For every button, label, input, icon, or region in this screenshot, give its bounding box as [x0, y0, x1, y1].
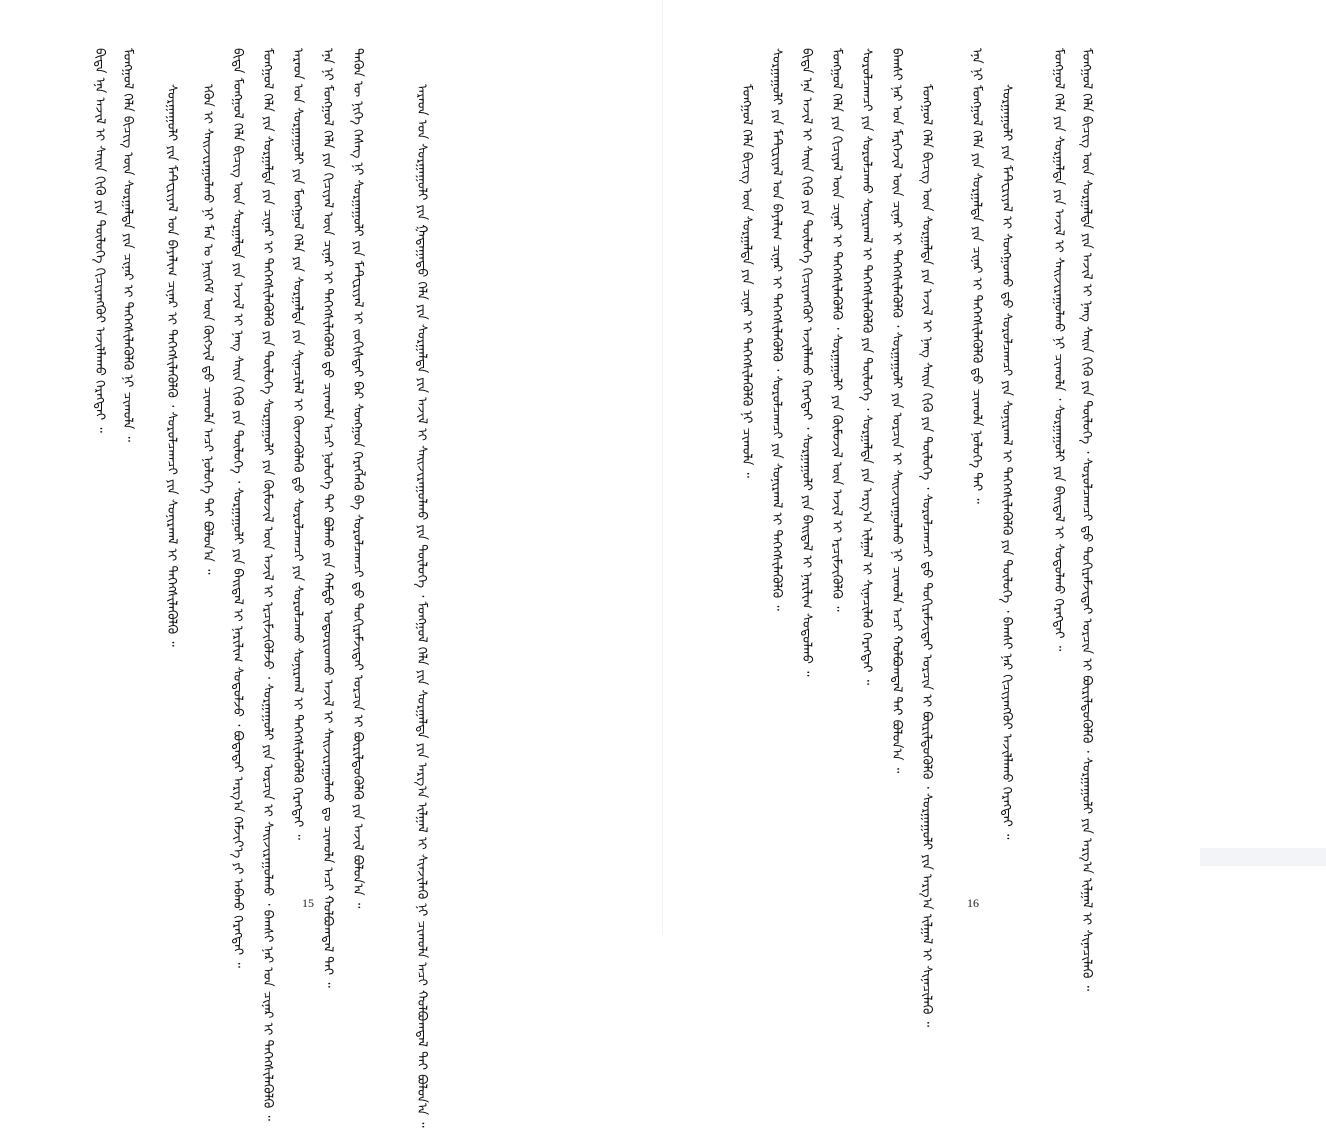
text-column: [765, 48, 787, 884]
text-column: [88, 48, 110, 910]
column-text: ᠮᠣᠩᠭᠣᠯ ᠬᠡᠯᠡ ᠶᠢᠨ ᠰᠤᠷᠭᠠᠯᠲᠠ ᠶᠢᠨ ᠠᠵᠢᠯ ᠢ ᠰᠠᠢᠵᠢᠷᠠᠭᠤᠯᠬᠤ ᠨᠢ ᠴᠢᠬᠤᠯᠠ ᠂ ᠰᠤᠷᠭᠠᠭᠤᠯᠢ ᠶᠢᠨ ᠪᠠᠢᠳᠠᠯ ᠢ ᠰᠤᠳᠤᠯᠬᠤ ᠬᠡᠷᠡᠭᠲᠡᠢ ᠃: [1051, 48, 1066, 652]
text-column: [1047, 48, 1069, 652]
column-text: ᠡᠨᠡ ᠨᠢ ᠮᠣᠩᠭᠣᠯ ᠬᠡᠯᠡ ᠶᠢᠨ ᠰᠤᠷᠭᠠᠯᠲᠠ ᠶᠢᠨ ᠴᠢᠨᠠᠷ ᠢ ᠳᠡᠭᠡᠭᠰᠢᠯᠡᠭᠦᠯᠬᠦ ᠳ᠋ᠤ ᠴᠢᠬᠤᠯᠠ ᠨᠣᠯᠣᠭᠡ ᠲᠠᠢ ᠃: [969, 48, 984, 504]
text-column: [346, 48, 368, 909]
column-text: ᠮᠣᠩᠭᠣᠯ ᠬᠡᠯᠡ ᠶᠢᠨ ᠬᠢᠴᠢᠶᠡᠯ ᠦᠨ ᠴᠢᠨᠠᠷ ᠢ ᠳᠡᠭᠡᠭᠰᠢᠯᠡᠭᠦᠯᠬᠦ ᠂ ᠰᠤᠷᠭᠠᠭᠤᠯᠢ ᠶᠢᠨ ᠬᠦᠮᠦᠵᠢᠯ ᠦᠨ ᠠᠵᠢᠯ ᠢ ᠡᠷᠴᠢᠮᠵᠢᠭᠦᠯᠬᠦ ᠃: [829, 48, 844, 612]
column-text: ᠪᠢᠳᠡ ᠮᠣᠩᠭᠣᠯ ᠬᠡᠯᠡ ᠪᠢᠴᠢᠭ ᠦᠨ ᠰᠤᠷᠭᠠᠯᠲᠠ ᠶᠢᠨ ᠠᠵᠢᠯ ᠢ ᠨᠡᠩ ᠰᠠᠢᠨ ᠬᠢᠬᠦ ᠶᠢᠨ ᠲᠥᠯᠥᠭᠡ ᠂ ᠰᠤᠷᠭᠠᠭᠤᠯᠢ ᠶᠢᠨ ᠪᠠᠢᠳᠠᠯ ᠢ ᠨᠠᠷᠢᠯᠢᠭ ᠰᠤᠳᠤᠯᠵᠤ ᠂ ᠪᠣᠳᠠᠲᠠᠢ ᠠᠷᠭ᠎ᠠ ᠬᠡᠮᠵᠢᠶ᠎ᠡ ᠶᠢ ᠠᠪᠬᠤ ᠬᠡᠷᠡᠭᠲᠡᠢ ᠃: [230, 48, 245, 968]
page-number-right: 16: [967, 896, 979, 910]
page-number-left: 15: [302, 896, 314, 910]
text-column: [256, 48, 278, 1121]
column-text: ᠮᠣᠩᠭᠣᠯ ᠬᠡᠯᠡ ᠪᠢᠴᠢᠭ ᠦᠨ ᠰᠤᠷᠭᠠᠯᠲᠠ ᠶᠢᠨ ᠴᠢᠨᠠᠷ ᠢ ᠳᠡᠭᠡᠭᠰᠢᠯᠡᠭᠦᠯᠬᠦ ᠨᠢ ᠴᠢᠬᠤᠯᠠ ᠃: [739, 84, 754, 478]
column-text: ᠲᠡᠭᠦᠨ ᠦ ᠨᠢᠭᠡ ᠬᠡᠰᠡᠭ ᠨᠢ ᠰᠤᠷᠭᠠᠭᠤᠯᠢ ᠶᠢᠨ ᠮᠠᠲ᠋ᠧᠷᠢᠶᠠᠯ ᠢ ᠵᠣᠬᠢᠰᠲᠠᠢ ᠪᠡᠷ ᠰᠣᠩᠭᠣᠨ ᠬᠡᠷᠡᠭᠯᠡᠬᠦ ᠪᠠ ᠰᠤᠷᠤᠯᠴᠠᠭᠴᠢ ᠳ᠋ᠤ ᠲᠣᠬᠢᠷᠠᠮᠵᠢᠲᠠᠢ ᠣᠷᠴᠢᠨ ᠢ ᠪᠦᠷᠢᠯᠳᠦᠭᠦᠯᠬᠦ ᠶᠢᠨ ᠠᠵᠢᠯ ᠪᠣᠯᠤᠨ᠎ᠠ ᠃: [350, 48, 365, 909]
column-text: ᠡᠨᠡ ᠨᠢ ᠮᠣᠩᠭᠣᠯ ᠬᠡᠯᠡ ᠶᠢᠨ ᠬᠢᠴᠢᠶᠡᠯ ᠦᠨ ᠴᠢᠨᠠᠷ ᠢ ᠳᠡᠭᠡᠭᠰᠢᠯᠡᠭᠦᠯᠬᠦ ᠳ᠋ᠤ ᠴᠢᠬᠤᠯᠠ ᠠᠴᠢ ᠨᠣᠯᠣᠭᠡ ᠲᠠᠢ ᠪᠣᠯᠬᠤ ᠶᠢᠨ ᠬᠠᠮᠲᠤ ᠤᠳᠤᠷᠢᠳᠬᠤ ᠠᠵᠢᠯ ᠢ ᠰᠠᠢᠵᠢᠷᠠᠭᠤᠯᠬᠤ ᠳᠤ ᠴᠢᠬᠤᠯᠠ ᠠᠴᠢ ᠬᠣᠯᠪᠣᠭᠳᠠᠯ ᠲᠠᠢ ᠃: [320, 48, 335, 988]
column-text: ᠰᠤᠷᠭᠠᠭᠤᠯᠢ ᠶᠢᠨ ᠮᠠᠲ᠋ᠧᠷᠢᠶᠠᠯ ᠤᠨ ᠪᠠᠶᠠᠯᠢᠭ ᠴᠢᠨᠠᠷ ᠢ ᠳᠡᠭᠡᠭᠰᠢᠯᠡᠭᠦᠯᠬᠦ ᠂ ᠰᠤᠷᠤᠯᠴᠠᠭᠴᠢ ᠶᠢᠨ ᠰᠣᠨᠢᠷᠬᠠᠯ ᠢ ᠳᠡᠭᠡᠭᠰᠢᠯᠡᠭᠦᠯᠬᠦ ᠃: [164, 84, 179, 647]
column-text: ᠮᠣᠩᠭᠣᠯ ᠬᠡᠯᠡ ᠶᠢᠨ ᠰᠤᠷᠭᠠᠯᠲᠠ ᠶᠢᠨ ᠴᠢᠨᠠᠷ ᠢ ᠳᠡᠭᠡᠭᠰᠢᠯᠡᠭᠦᠯᠬᠦ ᠶᠢᠨ ᠲᠥᠯᠥᠭᠡ ᠰᠤᠷᠭᠠᠭᠤᠯᠢ ᠶᠢᠨ ᠬᠦᠮᠦᠵᠢᠯ ᠦᠨ ᠠᠵᠢᠯ ᠢ ᠡᠷᠴᠢᠮᠵᠢᠭᠦᠯᠵᠦ ᠂ ᠰᠤᠷᠭᠠᠭᠤᠯᠢ ᠶᠢᠨ ᠣᠷᠴᠢᠨ ᠢ ᠰᠠᠢᠵᠢᠷᠠᠭᠤᠯᠬᠤ ᠂ ᠪᠠᠭᠰᠢ ᠨᠠᠷ ᠤᠨ ᠴᠢᠨᠠᠷ ᠢ ᠳᠡᠭᠡᠭᠰᠢᠯᠡᠭᠦᠯᠬᠦ ᠃: [260, 48, 275, 1121]
text-column: [316, 48, 338, 988]
text-column: [995, 84, 1017, 894]
text-column: [965, 48, 987, 504]
text-column: [226, 48, 248, 968]
text-column: [116, 48, 138, 442]
column-text: ᠪᠠᠭᠰᠢ ᠨᠠᠷ ᠤᠨ ᠮᠡᠷᠭᠡᠵᠢᠯ ᠦᠨ ᠴᠢᠨᠠᠷ ᠢ ᠳᠡᠭᠡᠭᠰᠢᠯᠡᠭᠦᠯᠬᠦ ᠂ ᠰᠤᠷᠭᠠᠭᠤᠯᠢ ᠶᠢᠨ ᠣᠷᠴᠢᠨ ᠢ ᠰᠠᠢᠵᠢᠷᠠᠭᠤᠯᠬᠤ ᠨᠢ ᠴᠢᠬᠤᠯᠠ ᠠᠴᠢ ᠬᠣᠯᠪᠣᠭᠳᠠᠯ ᠲᠠᠢ ᠪᠣᠯᠤᠨ᠎ᠠ ᠃: [889, 48, 904, 774]
text-column: [825, 48, 847, 884]
column-text: ᠮᠣᠩᠭᠣᠯ ᠬᠡᠯᠡ ᠪᠢᠴᠢᠭ ᠦᠨ ᠰᠤᠷᠭᠠᠯᠲᠠ ᠶᠢᠨ ᠠᠵᠢᠯ ᠢ ᠨᠡᠩ ᠰᠠᠢᠨ ᠬᠢᠬᠦ ᠶᠢᠨ ᠲᠥᠯᠥᠭᠡ ᠂ ᠰᠤᠷᠤᠯᠴᠠᠭᠴᠢ ᠳ᠋ᠤ ᠲᠣᠬᠢᠷᠠᠮᠵᠢᠲᠠᠢ ᠣᠷᠴᠢᠨ ᠢ ᠪᠦᠷᠢᠯᠳᠦᠭᠦᠯᠬᠦ ᠂ ᠰᠤᠷᠭᠠᠭᠤᠯᠢ ᠶᠢᠨ ᠠᠷᠭ᠎ᠠ ᠢᠯᠭᠠᠯ ᠢ ᠰᠢᠨᠡᠴᠢᠯᠡᠬᠦ ᠃: [1079, 48, 1094, 992]
text-column: [160, 84, 182, 744]
column-text: ᠰᠤᠷᠭᠠᠭᠤᠯᠢ ᠶᠢᠨ ᠮᠠᠲ᠋ᠧᠷᠢᠶᠠᠯ ᠢ ᠰᠣᠩᠭᠣᠬᠤ ᠳ᠋ᠤ ᠰᠤᠷᠤᠯᠴᠠᠭᠴᠢ ᠶᠢᠨ ᠰᠣᠨᠢᠷᠬᠠᠯ ᠢ ᠳᠡᠭᠡᠭᠰᠢᠯᠡᠭᠦᠯᠬᠦ ᠶᠢᠨ ᠲᠥᠯᠥᠭᠡ ᠂ ᠪᠠᠭᠰᠢ ᠨᠠᠷ ᠬᠢᠴᠢᠶᠡᠩᠭᠦᠢ ᠠᠵᠢᠯᠯᠠᠬᠤ ᠬᠡᠷᠡᠭᠲᠡᠢ ᠃: [999, 84, 1014, 840]
right-page: [663, 0, 1326, 1028]
column-text: ᠠᠷᠠᠳ ᠤᠨ ᠰᠤᠷᠭᠠᠭᠤᠯᠢ ᠶᠢᠨ ᠮᠣᠩᠭᠣᠯ ᠬᠡᠯᠡ ᠶᠢᠨ ᠰᠤᠷᠭᠠᠯᠲᠠ ᠶᠢᠨ ᠰᠢᠨᠡᠴᠢᠯᠡᠯ ᠢ ᠭᠦᠨᠵᠡᠭᠦᠯᠡᠬᠦ ᠳ᠋ᠤ ᠰᠤᠷᠤᠯᠴᠠᠭᠴᠢ ᠶᠢᠨ ᠰᠤᠷᠤᠯᠴᠠᠬᠤ ᠰᠣᠨᠢᠷᠬᠠᠯ ᠢ ᠳᠡᠭᠡᠭᠰᠢᠯᠡᠭᠦᠯᠬᠦ ᠬᠡᠷᠡᠭᠲᠡᠢ ᠃: [290, 48, 305, 840]
text-column: [286, 48, 308, 884]
column-text: ᠠᠷᠠᠳ ᠤᠨ ᠰᠤᠷᠭᠠᠭᠤᠯᠢ ᠶᠢᠨ ᠭᠠᠳᠠᠭᠠᠳᠤ ᠬᠡᠯᠡ ᠶᠢᠨ ᠰᠤᠷᠭᠠᠯᠲᠠ ᠶᠢᠨ ᠠᠵᠢᠯ ᠢ ᠰᠠᠢᠵᠢᠷᠠᠭᠤᠯᠬᠤ ᠶᠢᠨ ᠲᠥᠯᠥᠭᠡ ᠂ ᠮᠣᠩᠭᠣᠯ ᠬᠡᠯᠡ ᠶᠢᠨ ᠰᠤᠷᠭᠠᠯᠲᠠ ᠶᠢᠨ ᠠᠷᠭ᠎ᠠ ᠢᠯᠭᠠᠯ ᠢ ᠰᠢᠨᠵᠢᠯᠡᠬᠦ ᠨᠢ ᠴᠢᠬᠤᠯᠠ ᠠᠴᠢ ᠬᠣᠯᠪᠣᠭᠳᠠᠯ ᠲᠠᠢ ᠪᠣᠯᠤᠨ᠎ᠠ ᠃: [414, 84, 429, 1128]
column-text: ᠮᠣᠩᠭᠣᠯ ᠬᠡᠯᠡ ᠪᠢᠴᠢᠭ ᠦᠨ ᠰᠤᠷᠭᠠᠯᠲᠠ ᠶᠢᠨ ᠴᠢᠨᠠᠷ ᠢ ᠳᠡᠭᠡᠭᠰᠢᠯᠡᠭᠦᠯᠬᠦ ᠨᠢ ᠴᠢᠬᠤᠯᠠ ᠃: [120, 48, 135, 442]
column-text: ᠰᠤᠷᠤᠯᠴᠠᠭᠴᠢ ᠶᠢᠨ ᠰᠤᠷᠤᠯᠴᠠᠬᠤ ᠰᠣᠨᠢᠷᠬᠠᠯ ᠢ ᠳᠡᠭᠡᠭᠰᠢᠯᠡᠭᠦᠯᠬᠦ ᠶᠢᠨ ᠲᠥᠯᠥᠭᠡ ᠂ ᠰᠤᠷᠭᠠᠯᠲᠠ ᠶᠢᠨ ᠠᠷᠭ᠎ᠠ ᠢᠯᠭᠠᠯ ᠢ ᠰᠢᠨᠡᠴᠢᠯᠡᠬᠦ ᠬᠡᠷᠡᠭᠲᠡᠢ ᠃: [859, 48, 874, 686]
text-column: [915, 84, 937, 1028]
text-column: [795, 48, 817, 884]
text-column: [1075, 48, 1097, 992]
column-text: ᠮᠣᠩᠭᠣᠯ ᠬᠡᠯᠡ ᠪᠢᠴᠢᠭ ᠦᠨ ᠰᠤᠷᠭᠠᠯᠲᠠ ᠶᠢᠨ ᠠᠵᠢᠯ ᠢ ᠨᠡᠩ ᠰᠠᠢᠨ ᠬᠢᠬᠦ ᠶᠢᠨ ᠲᠥᠯᠥᠭᠡ ᠂ ᠰᠤᠷᠤᠯᠴᠠᠭᠴᠢ ᠳ᠋ᠤ ᠲᠣᠬᠢᠷᠠᠮᠵᠢᠲᠠᠢ ᠣᠷᠴᠢᠨ ᠢ ᠪᠦᠷᠢᠯᠳᠦᠭᠦᠯᠬᠦ ᠂ ᠰᠤᠷᠭᠠᠭᠤᠯᠢ ᠶᠢᠨ ᠠᠷᠭ᠎ᠠ ᠢᠯᠭᠠᠯ ᠢ ᠰᠢᠨᠡᠴᠢᠯᠡᠬᠦ ᠃: [919, 84, 934, 1028]
column-text: ᠪᠢᠳᠡ ᠡᠨᠡ ᠠᠵᠢᠯ ᠢ ᠰᠠᠢᠨ ᠬᠢᠬᠦ ᠶᠢᠨ ᠲᠥᠯᠥᠭᠡ ᠬᠢᠴᠢᠶᠡᠩᠭᠦᠢ ᠠᠵᠢᠯᠯᠠᠬᠤ ᠬᠡᠷᠡᠭᠲᠡᠢ ᠂ ᠰᠤᠷᠭᠠᠭᠤᠯᠢ ᠶᠢᠨ ᠪᠠᠢᠳᠠᠯ ᠢ ᠨᠠᠷᠢᠯᠢᠭ ᠰᠤᠳᠤᠯᠬᠤ ᠃: [799, 48, 814, 677]
watermark: [1200, 848, 1326, 866]
text-column: [885, 48, 907, 884]
column-text: ᠰᠤᠷᠭᠠᠭᠤᠯᠢ ᠶᠢᠨ ᠮᠠᠲ᠋ᠧᠷᠢᠶᠠᠯ ᠤᠨ ᠪᠠᠶᠠᠯᠢᠭ ᠴᠢᠨᠠᠷ ᠢ ᠳᠡᠭᠡᠭᠰᠢᠯᠡᠭᠦᠯᠬᠦ ᠂ ᠰᠤᠷᠤᠯᠴᠠᠭᠴᠢ ᠶᠢᠨ ᠰᠣᠨᠢᠷᠬᠠᠯ ᠢ ᠳᠡᠭᠡᠭᠰᠢᠯᠡᠭᠦᠯᠬᠦ ᠃: [769, 48, 784, 611]
text-column: [196, 84, 218, 894]
column-text: ᠪᠢᠳᠡ ᠡᠨᠡ ᠠᠵᠢᠯ ᠢ ᠰᠠᠢᠨ ᠬᠢᠬᠦ ᠶᠢᠨ ᠲᠥᠯᠥᠭᠡ ᠬᠢᠴᠢᠶᠡᠩᠭᠦᠢ ᠠᠵᠢᠯᠯᠠᠬᠤ ᠬᠡᠷᠡᠭᠲᠡᠢ ᠃: [92, 48, 107, 433]
text-column: [735, 84, 757, 892]
column-text: ᠡᠭᠦᠨ ᠢ ᠰᠠᠢᠵᠢᠷᠠᠭᠤᠯᠬᠤ ᠨᠢ ᠮᠠᠨ ᠤ ᠨᠡᠢᠭᠡᠮ ᠦᠨ ᠬᠥᠭᠵᠢᠯ ᠳ᠋ᠤ ᠴᠢᠬᠤᠯᠠ ᠠᠴᠢ ᠨᠣᠯᠣᠭᠡ ᠲᠠᠢ ᠪᠣᠯᠤᠨ᠎ᠠ ᠃: [200, 84, 215, 575]
text-column: [410, 84, 432, 1128]
text-column: [855, 48, 877, 828]
